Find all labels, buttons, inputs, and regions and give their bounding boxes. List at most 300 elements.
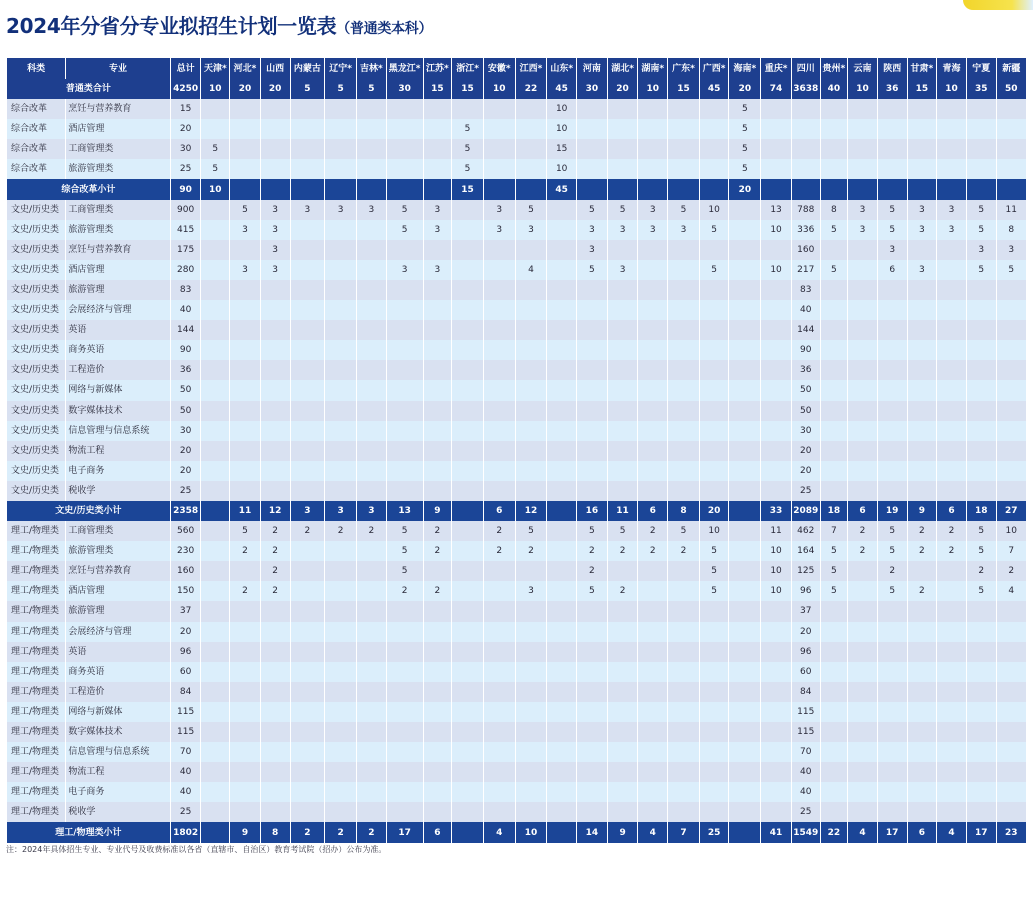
province-cell: 5 bbox=[966, 521, 996, 541]
province-cell bbox=[848, 581, 878, 601]
province-cell bbox=[729, 481, 761, 501]
province-cell bbox=[325, 622, 357, 642]
province-cell bbox=[201, 461, 230, 481]
province-cell bbox=[729, 280, 761, 300]
province-cell bbox=[729, 802, 761, 822]
major-cell: 英语 bbox=[66, 320, 170, 340]
province-cell bbox=[260, 662, 290, 682]
province-cell bbox=[848, 601, 878, 621]
category-cell: 理工/物理类 bbox=[7, 541, 66, 561]
province-cell bbox=[515, 179, 547, 199]
province-cell bbox=[820, 762, 848, 782]
province-cell: 5 bbox=[966, 220, 996, 240]
province-cell bbox=[820, 461, 848, 481]
province-cell bbox=[483, 320, 515, 340]
province-cell: 25 bbox=[699, 822, 729, 842]
province-cell bbox=[607, 622, 638, 642]
province-cell bbox=[515, 802, 547, 822]
province-cell bbox=[230, 380, 261, 400]
column-header: 湖南* bbox=[638, 58, 668, 79]
province-cell bbox=[260, 481, 290, 501]
province-cell: 4 bbox=[848, 822, 878, 842]
province-cell: 25 bbox=[791, 481, 820, 501]
province-cell bbox=[483, 742, 515, 762]
province-cell: 30 bbox=[577, 79, 608, 99]
province-cell: 6 bbox=[877, 260, 907, 280]
total-cell: 25 bbox=[170, 159, 201, 179]
province-cell bbox=[386, 702, 423, 722]
province-cell bbox=[668, 762, 700, 782]
province-cell bbox=[877, 622, 907, 642]
province-cell bbox=[483, 260, 515, 280]
province-cell: 14 bbox=[577, 822, 608, 842]
major-cell: 信息管理与信息系统 bbox=[66, 421, 170, 441]
province-cell bbox=[577, 360, 608, 380]
province-cell bbox=[547, 441, 577, 461]
province-cell bbox=[325, 139, 357, 159]
province-cell: 3 bbox=[607, 260, 638, 280]
province-cell bbox=[201, 260, 230, 280]
province-cell bbox=[996, 461, 1026, 481]
province-cell bbox=[230, 682, 261, 702]
province-cell bbox=[937, 320, 967, 340]
province-cell bbox=[638, 159, 668, 179]
province-cell: 10 bbox=[483, 79, 515, 99]
province-cell bbox=[423, 139, 452, 159]
province-cell bbox=[668, 802, 700, 822]
province-cell bbox=[423, 421, 452, 441]
province-cell bbox=[848, 702, 878, 722]
province-cell: 5 bbox=[877, 521, 907, 541]
province-cell bbox=[877, 802, 907, 822]
province-cell bbox=[877, 380, 907, 400]
province-cell bbox=[577, 682, 608, 702]
category-cell: 文史/历史类 bbox=[7, 280, 66, 300]
province-cell: 10 bbox=[699, 521, 729, 541]
province-cell bbox=[699, 702, 729, 722]
major-cell: 税收学 bbox=[66, 481, 170, 501]
province-cell bbox=[357, 782, 387, 802]
province-cell bbox=[966, 421, 996, 441]
province-cell bbox=[668, 401, 700, 421]
province-cell bbox=[230, 340, 261, 360]
province-cell: 2 bbox=[290, 822, 325, 842]
province-cell bbox=[877, 461, 907, 481]
province-cell bbox=[699, 762, 729, 782]
province-cell bbox=[848, 461, 878, 481]
province-cell bbox=[290, 561, 325, 581]
province-cell bbox=[423, 461, 452, 481]
province-cell bbox=[386, 742, 423, 762]
total-cell: 40 bbox=[170, 762, 201, 782]
total-cell: 40 bbox=[170, 300, 201, 320]
province-cell bbox=[820, 682, 848, 702]
province-cell bbox=[820, 320, 848, 340]
province-cell: 50 bbox=[996, 79, 1026, 99]
province-cell bbox=[325, 360, 357, 380]
total-cell: 60 bbox=[170, 662, 201, 682]
province-cell bbox=[290, 702, 325, 722]
province-cell: 2 bbox=[937, 521, 967, 541]
column-header: 河南 bbox=[577, 58, 608, 79]
province-cell: 5 bbox=[386, 200, 423, 220]
province-cell: 5 bbox=[201, 139, 230, 159]
category-cell: 理工/物理类 bbox=[7, 622, 66, 642]
province-cell bbox=[386, 360, 423, 380]
province-cell bbox=[761, 240, 792, 260]
province-cell bbox=[260, 642, 290, 662]
province-cell bbox=[357, 461, 387, 481]
province-cell: 96 bbox=[791, 581, 820, 601]
province-cell bbox=[820, 300, 848, 320]
province-cell: 19 bbox=[877, 501, 907, 521]
province-cell bbox=[452, 220, 484, 240]
province-cell bbox=[386, 601, 423, 621]
province-cell bbox=[423, 702, 452, 722]
province-cell bbox=[761, 159, 792, 179]
province-cell bbox=[357, 360, 387, 380]
table-row bbox=[7, 159, 1027, 179]
province-cell: 2 bbox=[325, 822, 357, 842]
province-cell: 15 bbox=[452, 179, 484, 199]
province-cell: 2 bbox=[386, 581, 423, 601]
province-cell bbox=[423, 320, 452, 340]
province-cell bbox=[290, 461, 325, 481]
province-cell bbox=[577, 99, 608, 119]
province-cell bbox=[230, 320, 261, 340]
column-header: 云南 bbox=[848, 58, 878, 79]
province-cell: 5 bbox=[452, 159, 484, 179]
province-cell bbox=[515, 99, 547, 119]
column-header: 山西 bbox=[260, 58, 290, 79]
grand-total-row bbox=[7, 79, 1027, 99]
province-cell bbox=[386, 441, 423, 461]
table-row bbox=[7, 360, 1027, 380]
province-cell bbox=[452, 360, 484, 380]
province-cell: 96 bbox=[791, 642, 820, 662]
province-cell bbox=[699, 240, 729, 260]
province-cell bbox=[848, 481, 878, 501]
province-cell bbox=[877, 441, 907, 461]
province-cell: 15 bbox=[547, 139, 577, 159]
province-cell bbox=[638, 421, 668, 441]
category-cell: 文史/历史类 bbox=[7, 401, 66, 421]
total-cell: 40 bbox=[170, 782, 201, 802]
province-cell: 5 bbox=[820, 220, 848, 240]
province-cell bbox=[820, 421, 848, 441]
province-cell bbox=[699, 441, 729, 461]
province-cell: 45 bbox=[547, 79, 577, 99]
province-cell bbox=[996, 762, 1026, 782]
province-cell: 4 bbox=[483, 822, 515, 842]
province-cell bbox=[547, 622, 577, 642]
province-cell bbox=[607, 682, 638, 702]
province-cell bbox=[547, 802, 577, 822]
province-cell: 2 bbox=[607, 581, 638, 601]
province-cell bbox=[325, 762, 357, 782]
province-cell bbox=[729, 220, 761, 240]
province-cell bbox=[325, 541, 357, 561]
province-cell: 3 bbox=[357, 501, 387, 521]
province-cell bbox=[877, 280, 907, 300]
province-cell: 10 bbox=[699, 200, 729, 220]
table-row bbox=[7, 260, 1027, 280]
province-cell bbox=[290, 240, 325, 260]
province-cell bbox=[483, 421, 515, 441]
province-cell bbox=[483, 702, 515, 722]
column-header: 重庆* bbox=[761, 58, 792, 79]
province-cell: 5 bbox=[577, 260, 608, 280]
province-cell bbox=[325, 340, 357, 360]
province-cell bbox=[761, 642, 792, 662]
province-cell: 2 bbox=[848, 541, 878, 561]
province-cell bbox=[325, 561, 357, 581]
province-cell bbox=[877, 601, 907, 621]
table-row bbox=[7, 421, 1027, 441]
province-cell: 5 bbox=[966, 200, 996, 220]
category-cell: 理工/物理类 bbox=[7, 802, 66, 822]
province-cell: 3 bbox=[848, 220, 878, 240]
province-cell: 2 bbox=[325, 521, 357, 541]
province-cell bbox=[761, 320, 792, 340]
province-cell: 6 bbox=[937, 501, 967, 521]
province-cell: 2 bbox=[638, 521, 668, 541]
province-cell bbox=[638, 742, 668, 762]
province-cell bbox=[848, 802, 878, 822]
province-cell bbox=[937, 280, 967, 300]
province-cell bbox=[547, 340, 577, 360]
table-row bbox=[7, 320, 1027, 340]
province-cell bbox=[230, 762, 261, 782]
province-cell bbox=[290, 762, 325, 782]
total-cell: 20 bbox=[170, 461, 201, 481]
province-cell bbox=[230, 280, 261, 300]
province-cell bbox=[729, 782, 761, 802]
province-cell bbox=[848, 642, 878, 662]
province-cell bbox=[290, 782, 325, 802]
province-cell bbox=[607, 401, 638, 421]
province-cell: 5 bbox=[699, 561, 729, 581]
province-cell bbox=[260, 722, 290, 742]
province-cell: 6 bbox=[483, 501, 515, 521]
province-cell bbox=[699, 802, 729, 822]
province-cell bbox=[966, 360, 996, 380]
province-cell: 10 bbox=[638, 79, 668, 99]
table-row bbox=[7, 401, 1027, 421]
province-cell bbox=[638, 561, 668, 581]
province-cell bbox=[966, 702, 996, 722]
province-cell: 788 bbox=[791, 200, 820, 220]
province-cell bbox=[668, 380, 700, 400]
province-cell bbox=[577, 601, 608, 621]
province-cell: 9 bbox=[230, 822, 261, 842]
total-cell: 70 bbox=[170, 742, 201, 762]
province-cell bbox=[290, 139, 325, 159]
province-cell bbox=[325, 702, 357, 722]
province-cell bbox=[230, 601, 261, 621]
category-cell: 理工/物理类 bbox=[7, 782, 66, 802]
province-cell bbox=[423, 802, 452, 822]
province-cell bbox=[515, 662, 547, 682]
province-cell bbox=[260, 119, 290, 139]
province-cell bbox=[515, 762, 547, 782]
province-cell bbox=[483, 561, 515, 581]
province-cell bbox=[483, 722, 515, 742]
province-cell bbox=[357, 320, 387, 340]
province-cell bbox=[230, 159, 261, 179]
province-cell bbox=[357, 340, 387, 360]
province-cell: 11 bbox=[607, 501, 638, 521]
province-cell bbox=[877, 320, 907, 340]
table-row bbox=[7, 521, 1027, 541]
province-cell bbox=[966, 320, 996, 340]
province-cell bbox=[201, 421, 230, 441]
province-cell bbox=[483, 159, 515, 179]
province-cell bbox=[357, 561, 387, 581]
total-cell: 160 bbox=[170, 561, 201, 581]
province-cell bbox=[996, 742, 1026, 762]
province-cell: 17 bbox=[966, 822, 996, 842]
province-cell bbox=[996, 139, 1026, 159]
column-header: 江西* bbox=[515, 58, 547, 79]
category-cell: 理工/物理类 bbox=[7, 682, 66, 702]
province-cell bbox=[452, 642, 484, 662]
province-cell: 10 bbox=[515, 822, 547, 842]
province-cell bbox=[386, 179, 423, 199]
column-header: 四川 bbox=[791, 58, 820, 79]
province-cell bbox=[547, 280, 577, 300]
province-cell bbox=[761, 280, 792, 300]
province-cell bbox=[325, 159, 357, 179]
province-cell bbox=[937, 762, 967, 782]
province-cell bbox=[820, 782, 848, 802]
province-cell bbox=[996, 421, 1026, 441]
province-cell bbox=[230, 461, 261, 481]
category-cell: 文史/历史类 bbox=[7, 360, 66, 380]
column-header: 山东* bbox=[547, 58, 577, 79]
column-header: 青海 bbox=[937, 58, 967, 79]
province-cell bbox=[638, 119, 668, 139]
province-cell: 17 bbox=[877, 822, 907, 842]
province-cell: 2 bbox=[290, 521, 325, 541]
province-cell bbox=[996, 360, 1026, 380]
province-cell: 2 bbox=[607, 541, 638, 561]
province-cell: 30 bbox=[791, 421, 820, 441]
table-row bbox=[7, 139, 1027, 159]
category-cell: 综合改革 bbox=[7, 139, 66, 159]
province-cell bbox=[638, 722, 668, 742]
province-cell bbox=[996, 300, 1026, 320]
province-cell bbox=[201, 119, 230, 139]
province-cell: 7 bbox=[668, 822, 700, 842]
category-cell: 文史/历史类 bbox=[7, 421, 66, 441]
major-cell: 工程造价 bbox=[66, 360, 170, 380]
province-cell bbox=[937, 119, 967, 139]
province-cell: 8 bbox=[820, 200, 848, 220]
column-header: 科类 bbox=[7, 58, 66, 79]
province-cell bbox=[357, 541, 387, 561]
province-cell bbox=[937, 300, 967, 320]
province-cell bbox=[607, 280, 638, 300]
total-cell: 25 bbox=[170, 481, 201, 501]
total-cell: 150 bbox=[170, 581, 201, 601]
province-cell bbox=[877, 742, 907, 762]
province-cell bbox=[791, 179, 820, 199]
province-cell: 10 bbox=[761, 581, 792, 601]
province-cell bbox=[937, 179, 967, 199]
province-cell bbox=[937, 260, 967, 280]
province-cell bbox=[201, 360, 230, 380]
province-cell bbox=[515, 722, 547, 742]
province-cell bbox=[357, 421, 387, 441]
province-cell bbox=[729, 521, 761, 541]
province-cell bbox=[260, 380, 290, 400]
province-cell bbox=[290, 722, 325, 742]
province-cell bbox=[761, 179, 792, 199]
province-cell: 74 bbox=[761, 79, 792, 99]
province-cell bbox=[577, 782, 608, 802]
province-cell bbox=[260, 320, 290, 340]
province-cell: 2 bbox=[260, 541, 290, 561]
province-cell bbox=[290, 421, 325, 441]
province-cell bbox=[848, 179, 878, 199]
province-cell bbox=[515, 561, 547, 581]
table-row bbox=[7, 782, 1027, 802]
province-cell bbox=[729, 380, 761, 400]
province-cell bbox=[937, 702, 967, 722]
table-row bbox=[7, 662, 1027, 682]
province-cell bbox=[483, 622, 515, 642]
province-cell bbox=[966, 642, 996, 662]
province-cell bbox=[230, 360, 261, 380]
province-cell bbox=[668, 300, 700, 320]
province-cell bbox=[820, 380, 848, 400]
province-cell bbox=[668, 581, 700, 601]
province-cell bbox=[638, 280, 668, 300]
province-cell bbox=[201, 601, 230, 621]
province-cell bbox=[820, 642, 848, 662]
province-cell: 5 bbox=[452, 139, 484, 159]
province-cell bbox=[937, 622, 967, 642]
province-cell: 3 bbox=[423, 220, 452, 240]
province-cell bbox=[577, 139, 608, 159]
province-cell bbox=[357, 240, 387, 260]
province-cell bbox=[577, 119, 608, 139]
province-cell bbox=[547, 401, 577, 421]
province-cell: 3 bbox=[483, 220, 515, 240]
province-cell bbox=[668, 99, 700, 119]
province-cell bbox=[607, 300, 638, 320]
province-cell bbox=[423, 481, 452, 501]
province-cell: 115 bbox=[791, 722, 820, 742]
province-cell bbox=[996, 380, 1026, 400]
province-cell bbox=[607, 441, 638, 461]
province-cell bbox=[515, 421, 547, 441]
province-cell: 3 bbox=[423, 260, 452, 280]
province-cell bbox=[937, 481, 967, 501]
province-cell: 20 bbox=[607, 79, 638, 99]
major-cell: 工商管理类 bbox=[66, 200, 170, 220]
province-cell bbox=[966, 99, 996, 119]
province-cell bbox=[201, 782, 230, 802]
province-cell bbox=[386, 762, 423, 782]
total-cell: 37 bbox=[170, 601, 201, 621]
province-cell bbox=[230, 802, 261, 822]
footnote: 注：2024年具体招生专业、专业代号及收费标准以各省（直辖市、自治区）教育考试院（招办）公布为准。 bbox=[6, 845, 387, 854]
major-cell: 商务英语 bbox=[66, 662, 170, 682]
province-cell bbox=[230, 642, 261, 662]
province-cell bbox=[547, 300, 577, 320]
